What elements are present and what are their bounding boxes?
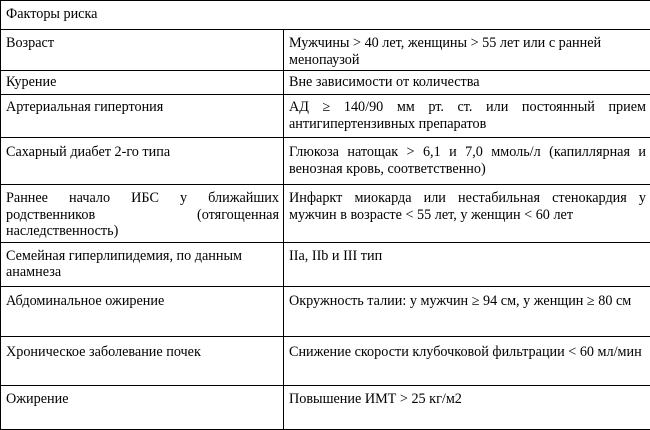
criterion-cell: Повышение ИМТ > 25 кг/м2 [284, 385, 650, 429]
criterion-cell: IIa, IIb и III тип [284, 242, 650, 286]
criterion-cell: Мужчины > 40 лет, женщины > 55 лет или с ранней менопаузой [284, 30, 650, 71]
table-row [1, 185, 650, 243]
criterion-cell: Окружность талии: у мужчин ≥ 94 см, у женщин ≥ 80 см [284, 286, 650, 336]
criterion-cell: АД ≥ 140/90 мм рт. ст. или постоянный прием антигипертензивных препаратов [284, 95, 650, 138]
table-row [1, 30, 650, 71]
risk-factor-cell: Ожирение [1, 385, 284, 429]
risk-factor-cell: Семейная гиперлипидемия, по данным анамнеза [1, 242, 284, 286]
criterion-cell: Вне зависимости от количества [284, 71, 650, 95]
table-row [1, 71, 650, 95]
table-title-row [1, 1, 650, 30]
risk-factor-cell: Возраст [1, 30, 284, 71]
criterion-cell: Инфаркт миокарда или нестабильная стенокардия у мужчин в возрасте < 55 лет, у женщин < 60 лет [284, 185, 650, 243]
risk-factor-cell: Раннее начало ИБС у ближайших родственников (отягощенная наследственность) [1, 185, 284, 243]
table-row [1, 95, 650, 138]
table-row [1, 385, 650, 429]
criterion-cell: Глюкоза натощак > 6,1 и 7,0 ммоль/л (капиллярная и венозная кровь, соответственно) [284, 138, 650, 185]
risk-factor-cell: Хроническое заболевание почек [1, 336, 284, 385]
table-row [1, 242, 650, 286]
risk-factor-cell: Артериальная гипертония [1, 95, 284, 138]
criterion-cell: Снижение скорости клубочковой фильтрации < 60 мл/мин [284, 336, 650, 385]
table-row [1, 336, 650, 385]
risk-factor-cell: Курение [1, 71, 284, 95]
risk-factor-cell: Абдоминальное ожирение [1, 286, 284, 336]
table-row [1, 286, 650, 336]
table-row [1, 138, 650, 185]
table-title: Факторы риска [1, 1, 650, 30]
risk-factor-cell: Сахарный диабет 2-го типа [1, 138, 284, 185]
